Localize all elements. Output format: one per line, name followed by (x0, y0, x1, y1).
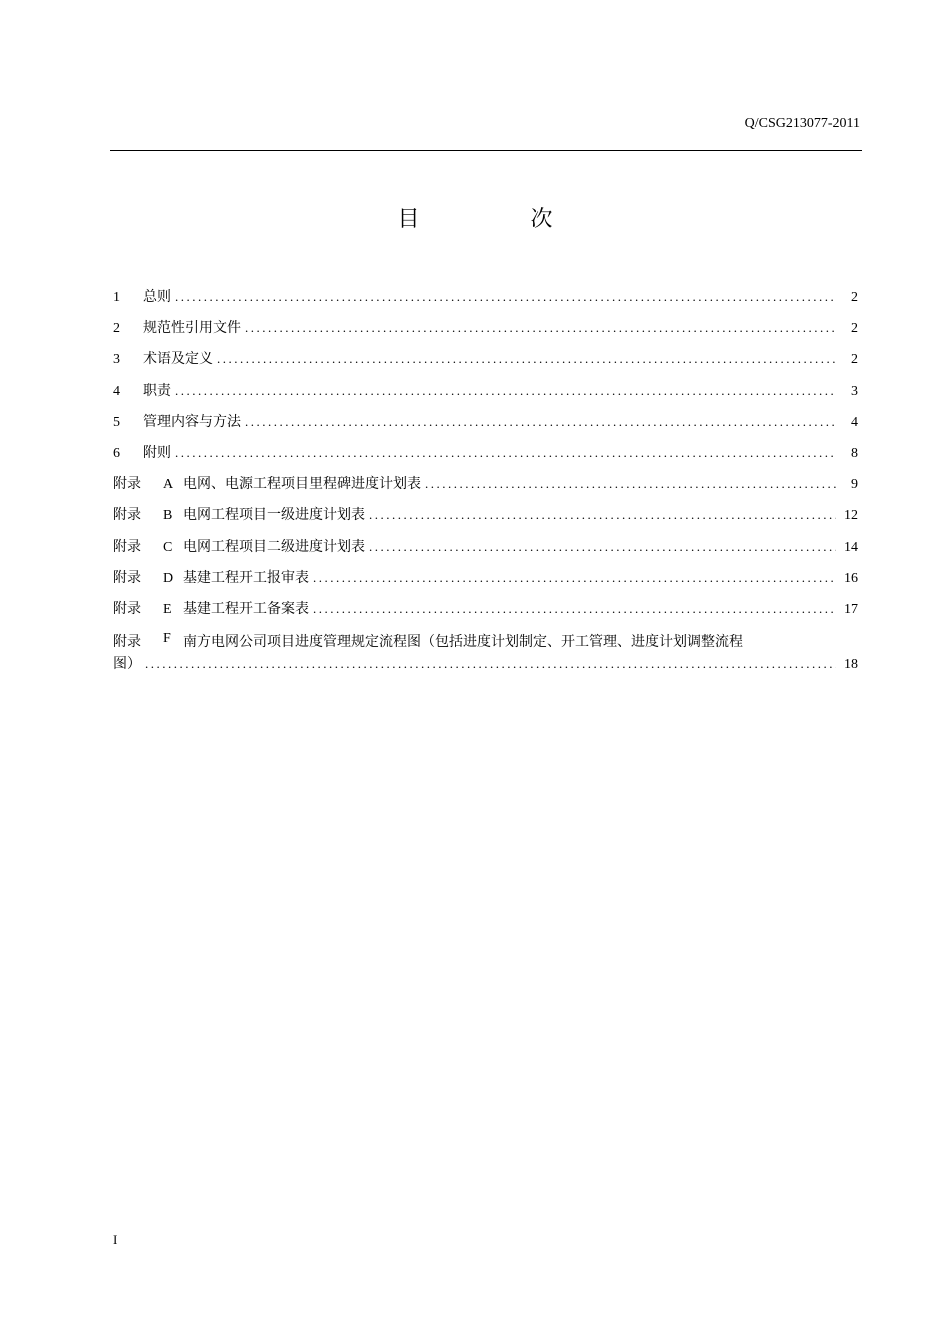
section-title: 职责 (143, 382, 171, 399)
toc-entry-appendix-d[interactable] (113, 567, 858, 598)
toc-entry-section-6[interactable] (113, 442, 858, 473)
dot-leader (425, 476, 836, 492)
section-number: 1 (113, 290, 120, 305)
appendix-title: 基建工程开工备案表 (183, 600, 309, 617)
appendix-title-line2: 图） (113, 656, 141, 673)
section-title: 管理内容与方法 (143, 413, 241, 430)
appendix-prefix: 附录 (113, 569, 141, 586)
appendix-title: 基建工程开工报审表 (183, 569, 309, 586)
page-number: 18 (844, 657, 858, 673)
appendix-letter: D (163, 570, 174, 586)
section-number: 4 (113, 383, 120, 399)
section-title: 总则 (143, 289, 171, 305)
appendix-letter: C (163, 539, 173, 555)
dot-leader (369, 507, 836, 523)
page-number: 12 (844, 508, 858, 524)
page-number: 4 (851, 414, 858, 430)
appendix-prefix: 附录 (113, 538, 141, 555)
toc-entry-section-1[interactable] (113, 286, 858, 317)
page-number: 2 (851, 352, 858, 368)
page-number: 17 (844, 601, 858, 617)
section-number: 2 (113, 321, 120, 337)
appendix-title: 电网、电源工程项目里程碑进度计划表 (183, 476, 421, 493)
appendix-prefix: 附录 (113, 507, 141, 524)
toc-entry-section-3[interactable] (113, 348, 858, 379)
page-number: 14 (844, 539, 858, 555)
section-number: 3 (113, 352, 120, 368)
page-number: 8 (851, 445, 858, 461)
table-of-contents (113, 286, 858, 673)
dot-leader (369, 539, 836, 555)
appendix-title: 电网工程项目一级进度计划表 (183, 507, 365, 524)
page-number: 2 (851, 290, 858, 305)
toc-entry-section-4[interactable] (113, 380, 858, 411)
toc-entry-section-2[interactable] (113, 317, 858, 348)
dot-leader (313, 601, 836, 617)
dot-leader (175, 289, 836, 305)
appendix-prefix: 附录 (113, 476, 141, 493)
appendix-title-line1: 南方电网公司项目进度管理规定流程图（包括进度计划制定、开工管理、进度计划调整流程 (183, 634, 743, 651)
dot-leader (217, 351, 836, 367)
page-number: 16 (844, 570, 858, 586)
page-number: 9 (851, 477, 858, 493)
appendix-letter: F (163, 631, 171, 647)
toc-entry-appendix-f[interactable] (113, 631, 858, 673)
section-number: 6 (113, 445, 120, 461)
toc-entry-appendix-a[interactable] (113, 473, 858, 504)
appendix-letter: A (163, 477, 174, 493)
toc-entry-appendix-c[interactable] (113, 536, 858, 567)
dot-leader (175, 383, 836, 399)
dot-leader (313, 570, 836, 586)
section-number: 5 (113, 414, 120, 430)
section-title: 附则 (143, 444, 171, 461)
appendix-prefix: 附录 (113, 600, 141, 617)
dot-leader (245, 320, 836, 336)
toc-entry-appendix-e[interactable] (113, 598, 858, 629)
dot-leader (175, 445, 836, 461)
toc-entry-section-5[interactable] (113, 411, 858, 442)
toc-title: 目 次 (397, 207, 605, 232)
toc-entry-appendix-b[interactable] (113, 504, 858, 535)
header-divider (110, 150, 862, 151)
dot-leader (245, 414, 836, 430)
appendix-letter: E (163, 601, 172, 617)
appendix-letter: B (163, 508, 173, 524)
appendix-prefix: 附录 (113, 634, 141, 651)
appendix-title: 电网工程项目二级进度计划表 (183, 538, 365, 555)
section-title: 术语及定义 (143, 351, 213, 368)
document-code: Q/CSG213077-2011 (744, 116, 860, 131)
page-number: 3 (851, 383, 858, 399)
section-title: 规范性引用文件 (143, 320, 241, 337)
page-number: 2 (851, 321, 858, 337)
dot-leader (145, 656, 836, 672)
footer-page-number: I (113, 1232, 118, 1247)
